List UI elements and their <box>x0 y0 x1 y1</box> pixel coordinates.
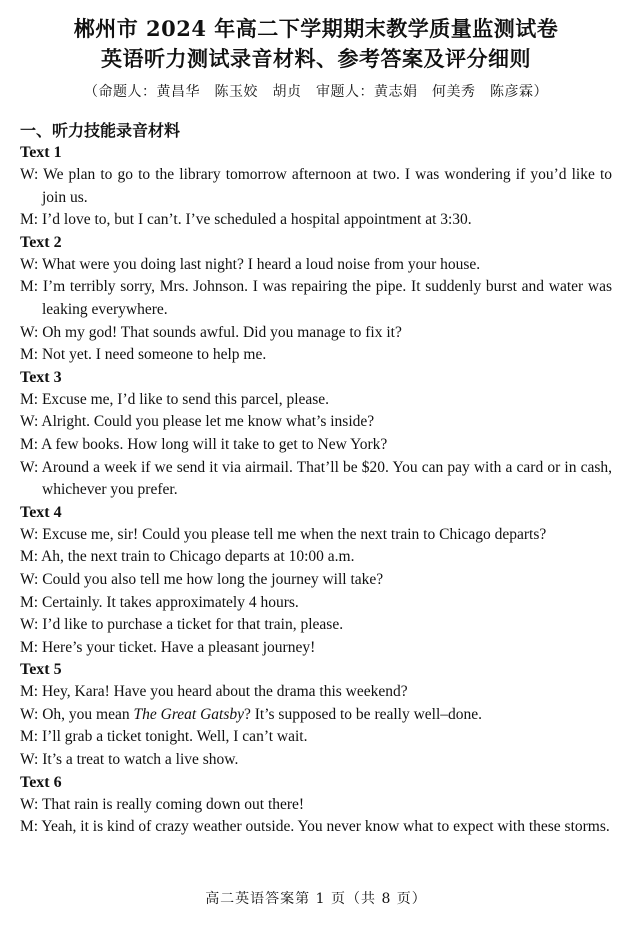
transcript-block <box>20 659 612 771</box>
transcript-block <box>20 142 612 232</box>
transcript-title: Text 4 <box>20 503 62 521</box>
document-title-line-1: 郴州市 2024 年高二下学期期末教学质量监测试卷 <box>73 16 559 41</box>
dialogue-line: M: Yeah, it is kind of crazy weather outside. You never know what to expect with these storms. <box>20 818 610 836</box>
dialogue-line: M: Here’s your ticket. Have a pleasant journey! <box>20 638 316 656</box>
dialogue-line: W: We plan to go to the library tomorrow afternoon at two. I was wondering if you’d like to join us. <box>20 166 612 206</box>
dialogue-line: W: What were you doing last night? I heard a loud noise from your house. <box>20 255 481 273</box>
dialogue-line: W: It’s a treat to watch a live show. <box>20 751 239 769</box>
dialogue-line: W: Oh, you mean The Great Gatsby? It’s supposed to be really well–done. <box>20 705 483 723</box>
dialogue-line: M: Ah, the next train to Chicago departs at 10:00 a.m. <box>20 548 355 566</box>
authors-line: （命题人：黄昌华 陈玉姣 胡贞 审题人：黄志娟 何美秀 陈彦霖） <box>84 84 548 100</box>
page-footer: 高二英语答案第 1 页（共 8 页） <box>205 891 427 907</box>
transcript-block <box>20 772 612 839</box>
dialogue-line: W: Alright. Could you please let me know what’s inside? <box>20 413 375 431</box>
transcript-block <box>20 502 612 660</box>
transcript-title: Text 2 <box>20 233 62 251</box>
transcript-title: Text 1 <box>20 144 62 161</box>
dialogue-line: M: Hey, Kara! Have you heard about the drama this weekend? <box>20 683 408 701</box>
dialogue-line: W: Excuse me, sir! Could you please tell me when the next train to Chicago departs? <box>20 525 547 543</box>
dialogue-line: W: Oh my god! That sounds awful. Did you manage to fix it? <box>20 323 402 341</box>
dialogue-line: W: Could you also tell me how long the journey will take? <box>20 570 384 588</box>
dialogue-line: M: I’m terribly sorry, Mrs. Johnson. I was repairing the pipe. It suddenly burst and water was leaking everywhere. <box>20 278 612 318</box>
section-heading: 一、听力技能录音材料 <box>20 121 181 140</box>
transcript-title: Text 5 <box>20 661 62 679</box>
dialogue-line: M: A few books. How long will it take to get to New York? <box>20 435 388 453</box>
dialogue-line: W: Around a week if we send it via airmail. That’ll be $20. You can pay with a card or in cash, whichever you prefer. <box>20 458 612 499</box>
transcript-title: Text 6 <box>20 773 62 791</box>
dialogue-line: M: I’d love to, but I can’t. I’ve scheduled a hospital appointment at 3:30. <box>20 211 472 229</box>
dialogue-line: M: Certainly. It takes approximately 4 hours. <box>20 593 299 611</box>
dialogue-line: W: That rain is really coming down out there! <box>20 795 305 813</box>
dialogue-line: M: I’ll grab a ticket tonight. Well, I can’t wait. <box>20 728 308 746</box>
transcript-block <box>20 232 612 367</box>
dialogue-line: M: Excuse me, I’d like to send this parcel, please. <box>20 390 330 408</box>
dialogue-line: W: I’d like to purchase a ticket for that train, please. <box>20 616 344 634</box>
transcript-list <box>20 142 612 839</box>
document-title-line-2: 英语听力测试录音材料、参考答案及评分细则 <box>101 46 531 71</box>
transcript-block <box>20 367 612 502</box>
dialogue-line: M: Not yet. I need someone to help me. <box>20 346 267 364</box>
transcript-title: Text 3 <box>20 368 62 386</box>
